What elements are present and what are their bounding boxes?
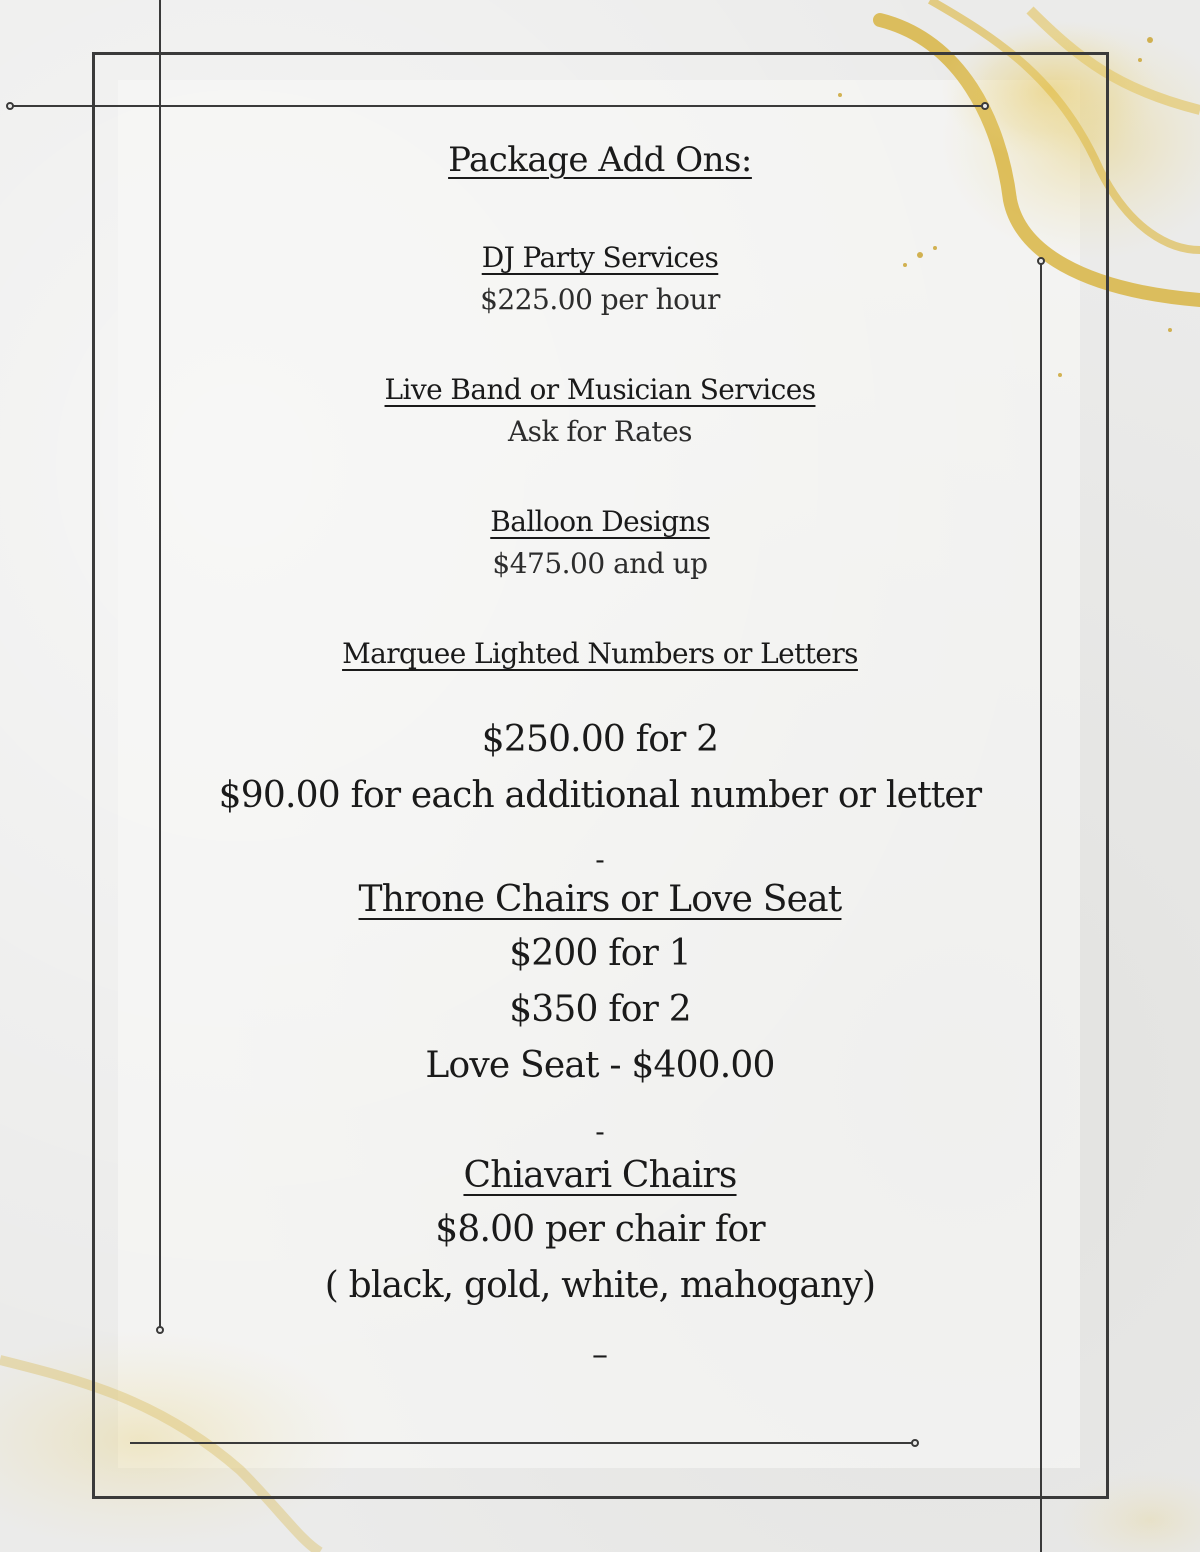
marquee-price-line-1: $250.00 for 2 (481, 719, 719, 760)
section-detail-live-band: Ask for Rates (507, 415, 693, 448)
separator-2: - (595, 1115, 605, 1148)
section-title-chiavari: Chiavari Chairs (463, 1155, 737, 1196)
page-title: Package Add Ons: (448, 140, 752, 180)
frame-right-line (1106, 52, 1109, 1499)
addons-content (120, 130, 1080, 1373)
section-title-throne: Throne Chairs or Love Seat (358, 879, 842, 920)
throne-price-line-2: $350 for 2 (509, 989, 691, 1030)
section-detail-dj: $225.00 per hour (480, 283, 720, 316)
throne-price-line-3: Love Seat - $400.00 (425, 1045, 775, 1086)
section-title-marquee: Marquee Lighted Numbers or Letters (342, 637, 858, 670)
accent-dot-bottom-right (911, 1439, 919, 1447)
accent-dot-top-left (6, 102, 14, 110)
chiavari-price-line-1: $8.00 per chair for (435, 1209, 765, 1250)
section-title-live-band: Live Band or Musician Services (384, 373, 816, 406)
accent-horizontal-bottom (130, 1442, 915, 1444)
frame-left-line (92, 52, 95, 1499)
chiavari-price-line-2: ( black, gold, white, mahogany) (324, 1265, 876, 1306)
separator-1: - (595, 843, 605, 876)
section-detail-balloons: $475.00 and up (492, 547, 708, 580)
marquee-price-line-2: $90.00 for each additional number or letter (218, 775, 982, 816)
frame-top-line (92, 52, 1109, 55)
section-title-dj: DJ Party Services (481, 241, 719, 274)
accent-horizontal-top (10, 105, 985, 107)
frame-bottom-line (92, 1496, 1109, 1499)
accent-dot-top-right (981, 102, 989, 110)
end-mark: – (592, 1335, 608, 1373)
section-title-balloons: Balloon Designs (490, 505, 710, 538)
throne-price-line-1: $200 for 1 (509, 933, 691, 974)
